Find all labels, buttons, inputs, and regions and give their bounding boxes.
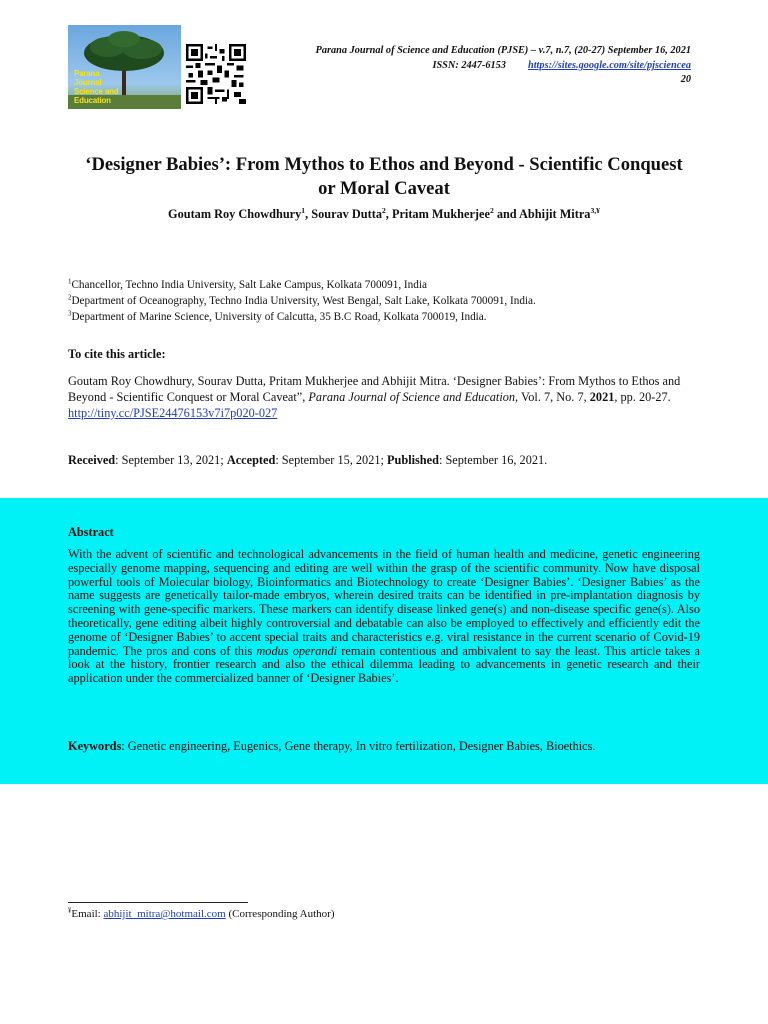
issn-line: [432, 60, 691, 71]
published-date: : September 16, 2021.: [438, 453, 548, 467]
citation-part: Goutam Roy Chowdhury, Sourav Dutta, Pritam Mukherjee and Abhijit Mitra. ‘Designer Babies’: From Mythos to Ethos and Beyond - Scientific Conquest or Moral Caveat”,: [68, 374, 681, 404]
published-label: Published: [387, 453, 439, 467]
keywords-text: : Genetic engineering, Eugenics, Gene therapy, In vitro fertilization, Designer Babies, Bioethics.: [121, 739, 596, 753]
affiliation: [68, 295, 536, 307]
logo-word: Journal: [74, 78, 102, 87]
affiliation-text: Department of Marine Science, University of Calcutta, 35 B.C Road, Kolkata 700019, India.: [71, 311, 487, 323]
footnote: [68, 908, 335, 920]
accepted-date: : September 15, 2021;: [275, 453, 387, 467]
footnote-label: Email:: [71, 908, 104, 920]
author-name: Sourav Dutta: [311, 207, 382, 221]
footnote-sup: ¥: [68, 907, 72, 915]
accepted-label: Accepted: [226, 453, 276, 467]
abstract-part: remain contentious and ambivalent to say the least. This article takes a look at the history, frontier research and also the ethical dilemma leading to advancements in genetic research and their application under the commercialized banner of ‘Designer Babies’.: [68, 643, 700, 686]
citation-journal: Parana Journal of Science and Education: [308, 390, 516, 404]
author-affil-sup: 2: [489, 205, 494, 215]
affiliation-sup: 2: [68, 293, 72, 302]
keywords-label: Keywords: [68, 739, 122, 753]
journal-url-link[interactable]: https://sites.google.com/site/pjsciencea: [527, 60, 691, 71]
cite-heading: To cite this article:: [68, 347, 166, 361]
affiliation: [68, 279, 427, 291]
author-affil-sup: 3,¥: [590, 205, 600, 215]
received-label: Received: [68, 453, 116, 467]
keywords: [68, 739, 595, 754]
citation-link[interactable]: http://tiny.cc/PJSE24476153v7i7p020-027: [68, 406, 278, 420]
article-title: ‘Designer Babies’: From Mythos to Ethos and Beyond - Scientific Conquest or Moral Caveat: [85, 154, 683, 199]
affiliation-sup: 1: [68, 277, 72, 286]
author-list: [80, 207, 688, 222]
citation-year: 2021: [589, 390, 615, 404]
citation-part: , Vol. 7, No. 7,: [515, 390, 590, 404]
author-name: Goutam Roy Chowdhury: [168, 207, 302, 221]
affiliation: [68, 311, 487, 323]
affiliation-sup: 3: [68, 309, 72, 318]
page-number: 20: [680, 74, 691, 85]
footnote-note: (Corresponding Author): [225, 908, 335, 920]
abstract-text: [68, 548, 700, 686]
abstract-heading: Abstract: [68, 525, 114, 539]
author-separator: and: [493, 207, 520, 221]
logo-word: Education: [74, 96, 111, 105]
affiliation-text: Department of Oceanography, Techno India University, West Bengal, Salt Lake, Kolkata 700091, India.: [71, 295, 536, 307]
citation-text: [68, 373, 696, 421]
email-link[interactable]: abhijit_mitra@hotmail.com: [103, 908, 226, 920]
affiliation-text: Chancellor, Techno India University, Salt Lake Campus, Kolkata 700091, India: [71, 279, 427, 291]
citation-part: , pp. 20-27.: [614, 390, 671, 404]
author-affil-sup: 2: [381, 205, 386, 215]
qr-code: [186, 44, 246, 104]
footnote-divider: [68, 902, 248, 903]
publication-dates: [68, 453, 547, 468]
journal-logo: [68, 25, 181, 109]
abstract-italic: modus operandi: [256, 643, 338, 658]
author-name: Abhijit Mitra: [519, 207, 591, 221]
issn: ISSN: 2447-6153: [432, 60, 506, 71]
author-name: Pritam Mukherjee: [391, 207, 490, 221]
logo-word: Science and: [74, 87, 119, 96]
author-separator: ,: [385, 207, 392, 221]
abstract-part: With the advent of scientific and technological advancements in the field of human health and medicine, genetic engineering especially genome mapping, sequencing and editing are well within the grasp of the scientific community. Now have disposal powerful tools of Molecular biology, Bioinformatics and Biotechnology to create ‘Designer Babies’. ‘Designer Babies’ as the name suggests are genetically tailor-made embryos, wherein desired traits can be identified in pre-implantation diagnosis by screening with gene-specific markers. These markers can identify disease linked gene(s) and non-disease specific gene(s). Also theoretically, gene editing albeit highly controversial and debatable can also be employed to effectively and efficiently edit the genome of ‘Designer Babies’ to accent special traits and characteristics e.g. viral resistance in the current scenario of Covid-19 pandemic. The pros and cons of this: [68, 547, 700, 658]
received-date: : September 13, 2021;: [115, 453, 227, 467]
author-separator: ,: [305, 207, 312, 221]
journal-citation-line: Parana Journal of Science and Education (PJSE) – v.7, n.7, (20-27) September 16, 2021: [315, 45, 691, 56]
logo-word: Parana: [74, 69, 100, 78]
author-affil-sup: 1: [301, 205, 306, 215]
